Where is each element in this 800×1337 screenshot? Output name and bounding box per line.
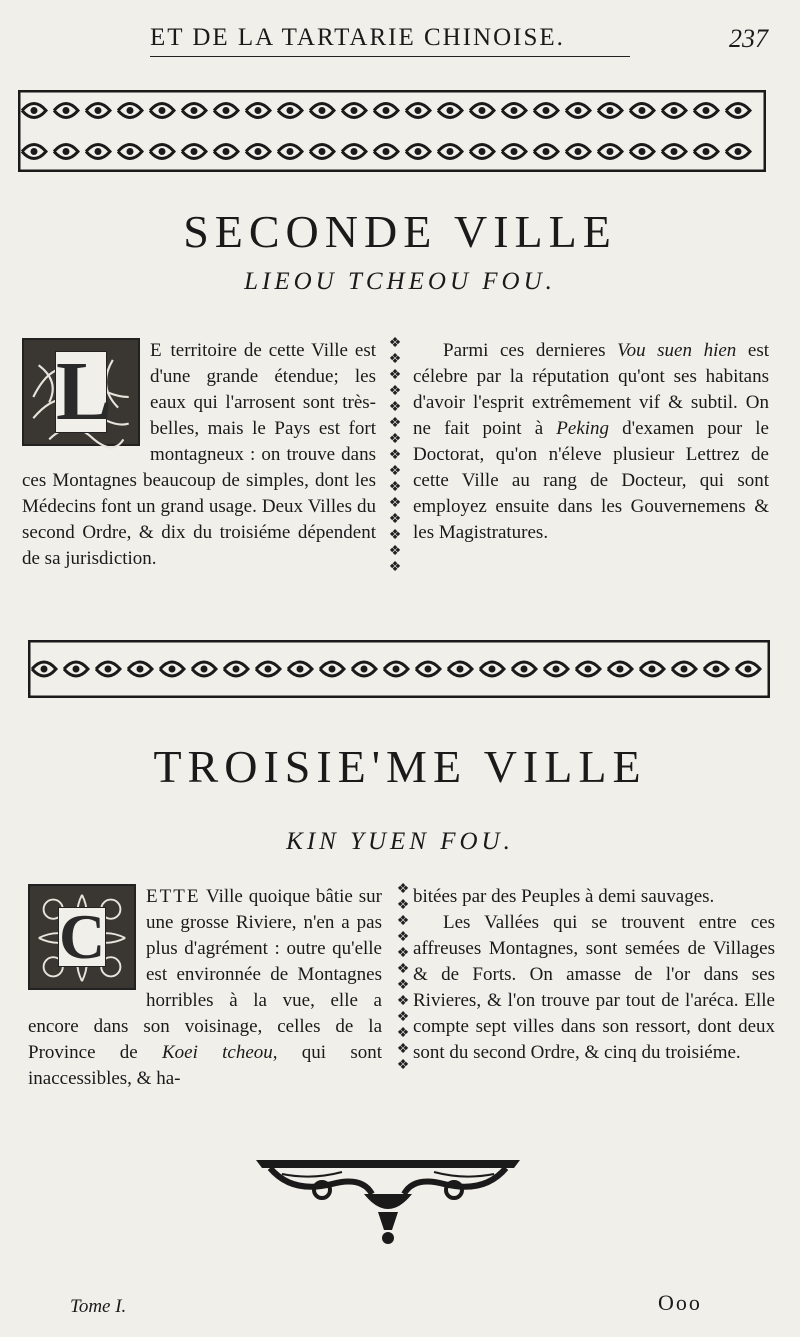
- initial-letter: C: [59, 901, 106, 972]
- decorated-initial-c: [28, 884, 136, 990]
- paragraph: Les Vallées qui se trouvent entre ces affreuses Montagnes, sont semées de Villages & de Forts. On amasse de l'or dans ses Rivieres, & l'on trouve par tout de l'aréca. Elle compte sept villes dans son ressort, dont deux sont du second Ordre, & cinq du troisiéme.: [413, 912, 775, 1063]
- paragraph-text: d'examen pour le Doctorat, qu'on n'éleve plusieur Lettrez de cette Ville au rang de Docteur, qui sont employez ensuite dans les Gouvernemens & les Magistratures.: [413, 418, 769, 543]
- paragraph-text: Parmi ces dernieres: [443, 340, 618, 361]
- column-divider-ornament: ❖ ❖ ❖ ❖ ❖ ❖ ❖ ❖ ❖ ❖ ❖ ❖ ❖ ❖ ❖: [388, 336, 402, 575]
- lead-word: E: [150, 340, 164, 361]
- section1-right-column: [413, 338, 769, 578]
- ornamental-band-top: [18, 90, 766, 172]
- paragraph-text: , qui sont inaccessibles, & ha-: [28, 1042, 383, 1089]
- volume-label: Tome I.: [70, 1296, 127, 1317]
- running-header: [0, 22, 800, 58]
- decorated-initial-l: [22, 338, 140, 446]
- column-divider-ornament: ❖ ❖ ❖ ❖ ❖ ❖ ❖ ❖ ❖ ❖ ❖ ❖: [396, 882, 410, 1073]
- header-rule: [150, 56, 630, 57]
- running-title: ET DE LA TARTARIE CHINOISE.: [150, 24, 565, 51]
- section-heading-troisieme-ville: TROISIE'ME VILLE: [153, 741, 647, 792]
- section2-right-column: [413, 884, 775, 1084]
- initial-letter: L: [56, 345, 113, 438]
- paragraph-text: territoire de cette Ville est d'une grande étendue; les eaux qui l'arrosent sont très-belles, mais le Pays est fort montagneux : on trouve dans ces Montagnes beaucoup de simples, dont les Médecins font un grand usage. Deux Villes du second Ordre, & dix du troisiéme dépendent de sa jurisdiction.: [22, 340, 376, 569]
- page-number: 237: [729, 24, 768, 53]
- place-name: Peking: [556, 418, 610, 439]
- section-subheading-kin-yuen-fou: KIN YUEN FOU.: [286, 828, 514, 855]
- place-name: Vou suen hien: [617, 340, 737, 361]
- section-heading-seconde-ville: SECONDE VILLE: [183, 206, 617, 257]
- ornamental-band-middle: [28, 640, 770, 698]
- section1-left-column: [22, 338, 376, 598]
- paragraph-continuation: bitées par des Peuples à demi sauvages.: [413, 886, 715, 907]
- signature-mark: Ooo: [658, 1290, 702, 1315]
- place-name: Koei tcheou: [162, 1042, 273, 1063]
- paragraph-text: Ville quoique bâtie sur une grosse Riviere, n'en a pas plus d'agrément : outre qu'elle est environnée de Montagnes horribles à la vue, elle a encore dans son voisinage, celles de la Province de: [28, 886, 382, 1063]
- paragraph-text: est célebre par la réputation qu'ont ses habitans d'avoir l'esprit extrêmement vif & subtil. On ne fait point à: [413, 340, 769, 439]
- lead-word: ETTE: [146, 886, 201, 907]
- section2-left-column: [28, 884, 382, 1104]
- tailpiece-ornament: [252, 1154, 524, 1246]
- section-subheading-lieou-tcheou-fou: LIEOU TCHEOU FOU.: [244, 268, 556, 295]
